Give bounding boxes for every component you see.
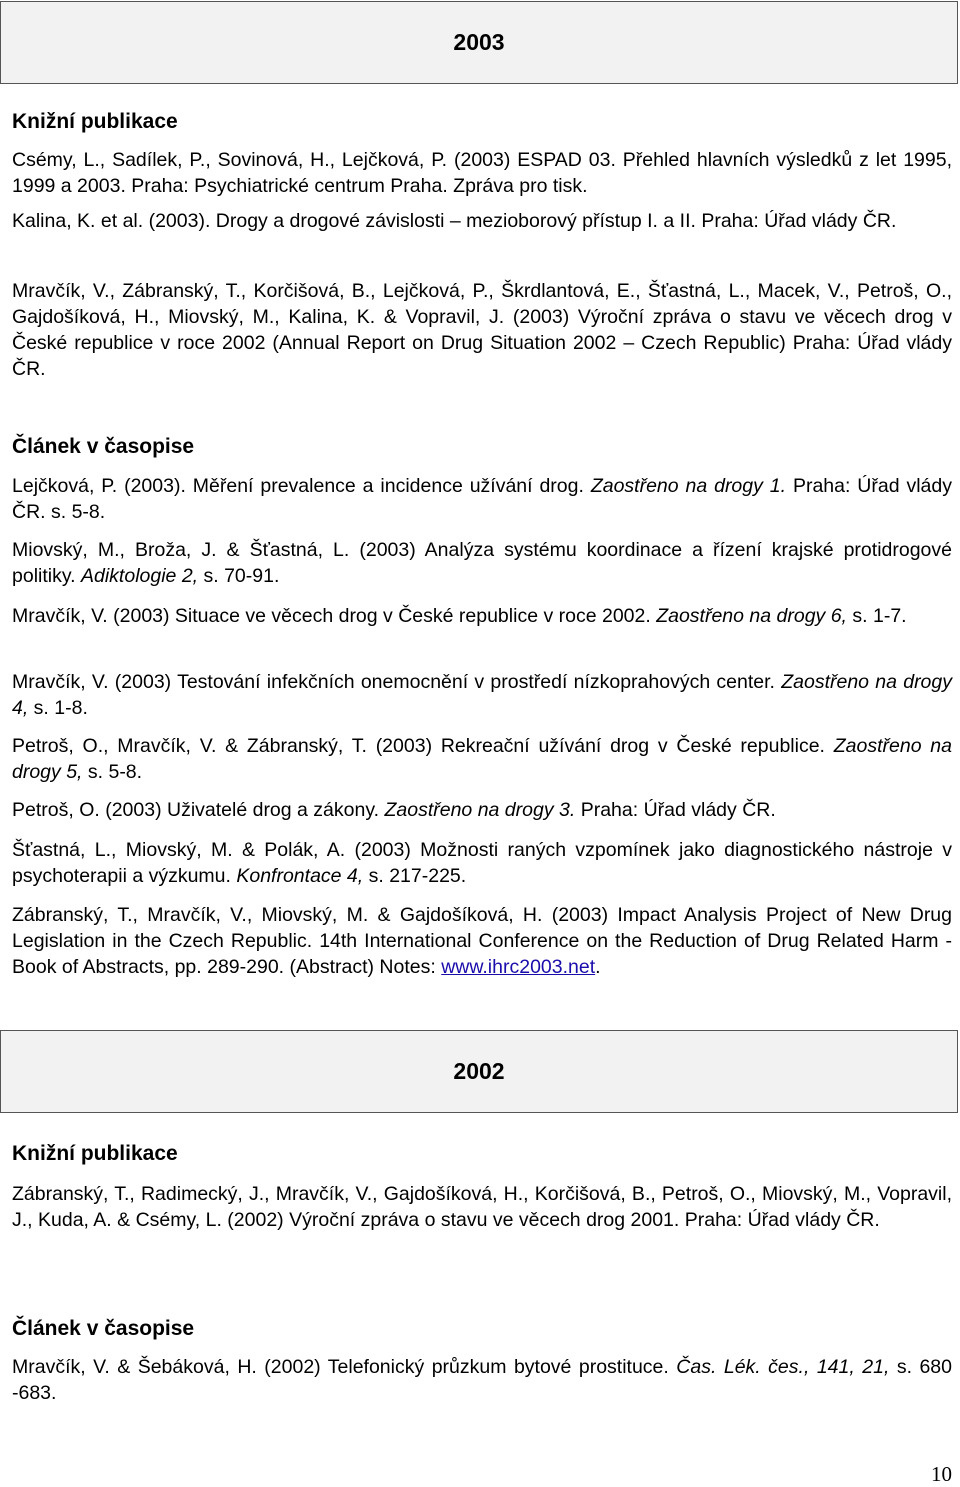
article-text: s. 1-7. (846, 605, 907, 627)
year-label: 2003 (453, 29, 505, 55)
article-entry (12, 902, 952, 980)
article-text: s. 5-8. (82, 761, 143, 783)
book-entry: Csémy, L., Sadílek, P., Sovinová, H., Lejčková, P. (2003) ESPAD 03. Přehled hlavních výsledků z let 1995, 1999 a 2003. Praha: Psychiatrické centrum Praha. Zpráva pro tisk. (12, 149, 952, 197)
article-entry (12, 537, 952, 589)
journal-title: Zaostřeno na drogy 1. (590, 475, 787, 497)
article-text: Miovský, M., Brožа, J. & Šťastná, L. (2003) Analýza systému koordinace a řízení krajské protidrogové politiky. (12, 539, 952, 587)
journal-title: Zaostřeno na drogy 6, (656, 605, 847, 627)
article-text: Mravčík, V. & Šebáková, H. (2002) Telefonický průzkum bytové prostituce. (12, 1356, 677, 1378)
article-text: . (595, 956, 601, 978)
section-heading-articles-2002: Článek v časopise (12, 1317, 195, 1340)
article-text: Lejčková, P. (2003). Měření prevalence a incidence užívání drog. (12, 475, 591, 497)
journal-title: Zaostřeno na drogy 3. (384, 799, 576, 821)
page-number: 10 (931, 1462, 952, 1486)
year-label: 2002 (453, 1058, 505, 1084)
article-text: Praha: Úřad vlády ČR. (575, 799, 776, 821)
book-entry: Zábranský, T., Radimecký, J., Mravčík, V., Gajdošíková, H., Korčišová, B., Petroš, O., Miovský, M., Vopravil, J., Kuda, A. & Csémy, L. (2002) Výroční zpráva o stavu ve věcech drog 2001. Praha: Úřad vlády ČR. (12, 1183, 952, 1231)
article-entry (12, 603, 952, 629)
article-entry (12, 733, 952, 785)
article-text: s. 217-225. (363, 865, 467, 887)
article-entry (12, 1354, 952, 1406)
year-header-2003 (0, 1, 958, 84)
journal-title: Zaostřeno na drogy 4, (12, 671, 952, 719)
journal-title: Zaostřeno na drogy 5, (12, 735, 953, 783)
conference-link[interactable]: www.ihrc2003.net (441, 956, 596, 978)
book-entry: Kalina, K. et al. (2003). Drogy a drogové závislosti – mezioborový přístup I. a II. Praha: Úřad vlády ČR. (12, 210, 897, 232)
article-entry (12, 797, 952, 823)
section-heading-books-2002: Knižní publikace (12, 1142, 178, 1165)
article-text: Praha: Úřad vlády ČR. s. 5-8. (12, 475, 952, 523)
article-entry (12, 473, 952, 525)
section-heading-articles-2003: Článek v časopise (12, 435, 195, 458)
journal-title: Konfrontace 4, (236, 865, 364, 887)
article-text: Mravčík, V. (2003) Testování infekčních onemocnění v prostředí nízkoprahových center. (12, 671, 782, 693)
article-text: Petroš, O. (2003) Uživatelé drog a zákony. (12, 799, 385, 821)
year-header-2002 (0, 1030, 958, 1113)
section-heading-books-2003: Knižní publikace (12, 110, 178, 133)
book-entry: Mravčík, V., Zábranský, T., Korčišová, B., Lejčková, P., Škrdlantová, E., Šťastná, L., Macek, V., Petroš, O., Gajdošíková, H., Miovský, M., Kalina, K. & Vopravil, J. (2003) Výroční zpráva o stavu ve věcech drog v České republice v roce 2002 (Annual Report on Drug Situation 2002 – Czech Republic) Praha: Úřad vlády ČR. (12, 280, 952, 380)
article-text: s. 1-8. (28, 697, 88, 719)
article-text: Šťastná, L., Miovský, M. & Polák, A. (2003) Možnosti raných vzpomínek jako diagnostického nástroje v psychoterapii a výzkumu. (12, 839, 952, 887)
article-text: s. 680 -683. (12, 1356, 952, 1404)
article-entry (12, 837, 952, 889)
article-text: Mravčík, V. (2003) Situace ve věcech drog v České republice v roce 2002. (12, 605, 657, 627)
journal-title: Adiktologie 2, (81, 565, 199, 587)
article-text: Petroš, O., Mravčík, V. & Zábranský, T. (2003) Rekreační užívání drog v České republice. (12, 735, 834, 757)
article-entry (12, 669, 952, 721)
article-text: s. 70-91. (198, 565, 280, 587)
journal-title: Čas. Lék. čes., 141, 21, (676, 1356, 890, 1378)
article-text: Zábranský, T., Mravčík, V., Miovský, M. & Gajdošíková, H. (2003) Impact Analysis Project of New Drug Legislation in the Czech Republic. 14th International Conference on the Reduction of Drug Related Harm - Book of Abstracts, pp. 289-290. (Abstract) Notes: (12, 904, 952, 978)
